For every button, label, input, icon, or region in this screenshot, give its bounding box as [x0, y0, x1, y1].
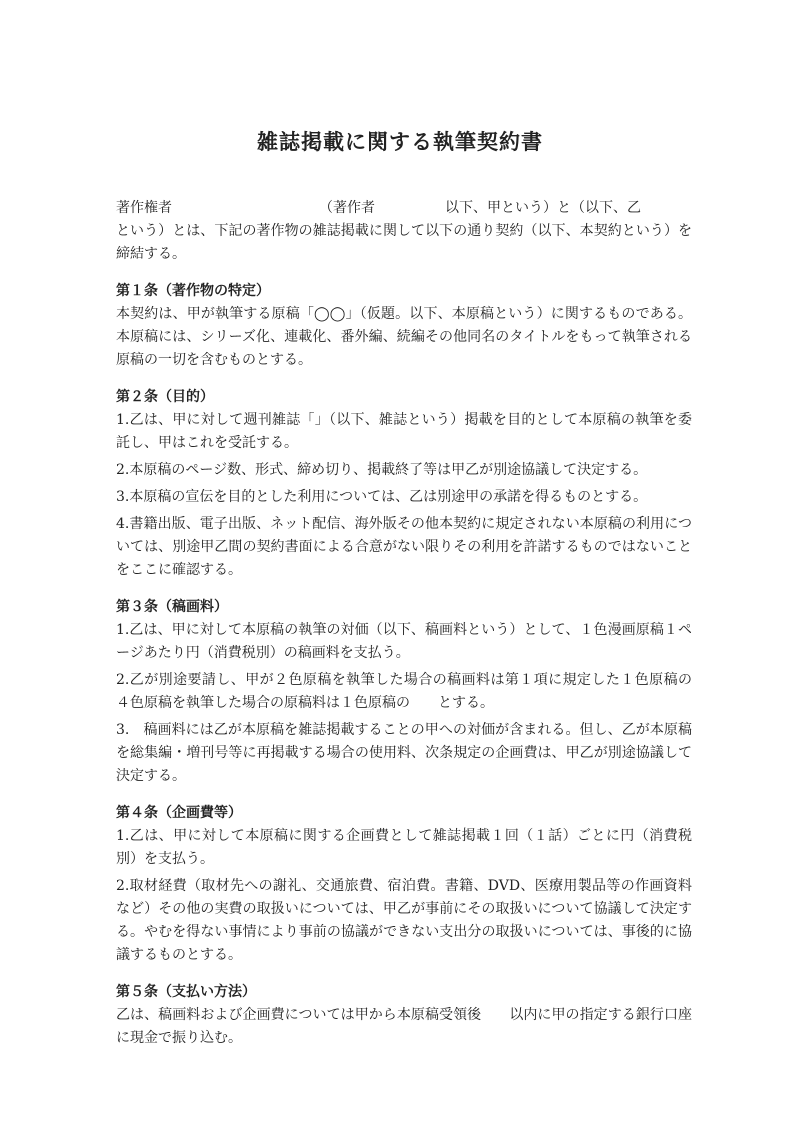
article-paragraph: 本契約は、甲が執筆する原稿「◯◯」（仮題。以下、本原稿という）に関するものである。本原稿には、シリーズ化、連載化、番外編、続編その他同名のタイトルをもって執筆される原稿の一切を含むものとする。 — [116, 306, 692, 368]
article-paragraph: 1.乙は、甲に対して週刊雑誌「」（以下、雑誌という）掲載を目的として本原稿の執筆を委託し、甲はこれを受託する。 — [116, 412, 692, 451]
article-heading: 第３条（稿画料） — [116, 599, 228, 615]
article-heading: 第２条（目的） — [116, 389, 214, 405]
article-paragraph: 2.本原稿のページ数、形式、締め切り、掲載終了等は甲乙が別途協議して決定する。 — [116, 462, 648, 478]
article-paragraph: 1.乙は、甲に対して本原稿に関する企画費として雑誌掲載１回（１話）ごとに円（消費税別）を支払う。 — [116, 828, 692, 867]
article-paragraph: 2.乙が別途要請し、甲が２色原稿を執筆した場合の稿画料は第１項に規定した１色原稿の ４色原稿を執筆した場合の原稿料は１色原稿の とする。 — [116, 672, 720, 711]
article-paragraph: 乙は、稿画料および企画費については甲から本原稿受領後 以内に甲の指定する銀行口座に現金で振り込む。 — [116, 1007, 692, 1046]
intro-paragraph — [116, 197, 692, 266]
article-heading: 第５条（支払い方法） — [116, 984, 256, 1000]
article-heading: 第４条（企画費等） — [116, 805, 242, 821]
article-5 — [116, 981, 692, 1050]
article-3 — [116, 596, 720, 788]
article-paragraph: 3.本原稿の宣伝を目的とした利用については、乙は別途甲の承諾を得るものとする。 — [116, 489, 648, 505]
intro-line-rest: という）とは、下記の著作物の雑誌掲載に関して以下の通り契約（以下、本契約という）を締結する。 — [116, 223, 692, 262]
article-paragraph: 2.取材経費（取材先への謝礼、交通旅費、宿泊費。書籍、DVD、医療用製品等の作画資料など）その他の実費の取扱いについては、甲乙が事前にその取扱いについて協議して決定する。やむを得ない事情により事前の協議ができない支出分の取扱いについては、事後的に協議するものとする。 — [116, 878, 692, 963]
article-paragraph: 3. 稿画料には乙が本原稿を雑誌掲載することの甲への対価が含まれる。但し、乙が本原稿を総集編・増刊号等に再掲載する場合の使用料、次条規定の企画費は、甲乙が別途協議して決定する。 — [116, 722, 692, 784]
document-title: 雑誌掲載に関する執筆契約書 — [257, 129, 543, 154]
intro-line-1: 著作権者 （著作者 以下、甲という）と（以下、乙 — [116, 200, 641, 216]
document-body — [116, 197, 720, 1064]
article-heading: 第１条（著作物の特定） — [116, 283, 270, 299]
article-2 — [116, 386, 692, 582]
article-paragraph: 4.書籍出版、電子出版、ネット配信、海外版その他本契約に規定されない本原稿の利用については、別途甲乙間の契約書面による合意がない限りその利用を許諾するものではないことをここに確認する。 — [116, 516, 692, 578]
article-4 — [116, 802, 692, 967]
article-paragraph: 1.乙は、甲に対して本原稿の執筆の対価（以下、稿画料という）として、１色漫画原稿１ページあたり円（消費税別）の稿画料を支払う。 — [116, 622, 692, 661]
article-1 — [116, 280, 692, 372]
